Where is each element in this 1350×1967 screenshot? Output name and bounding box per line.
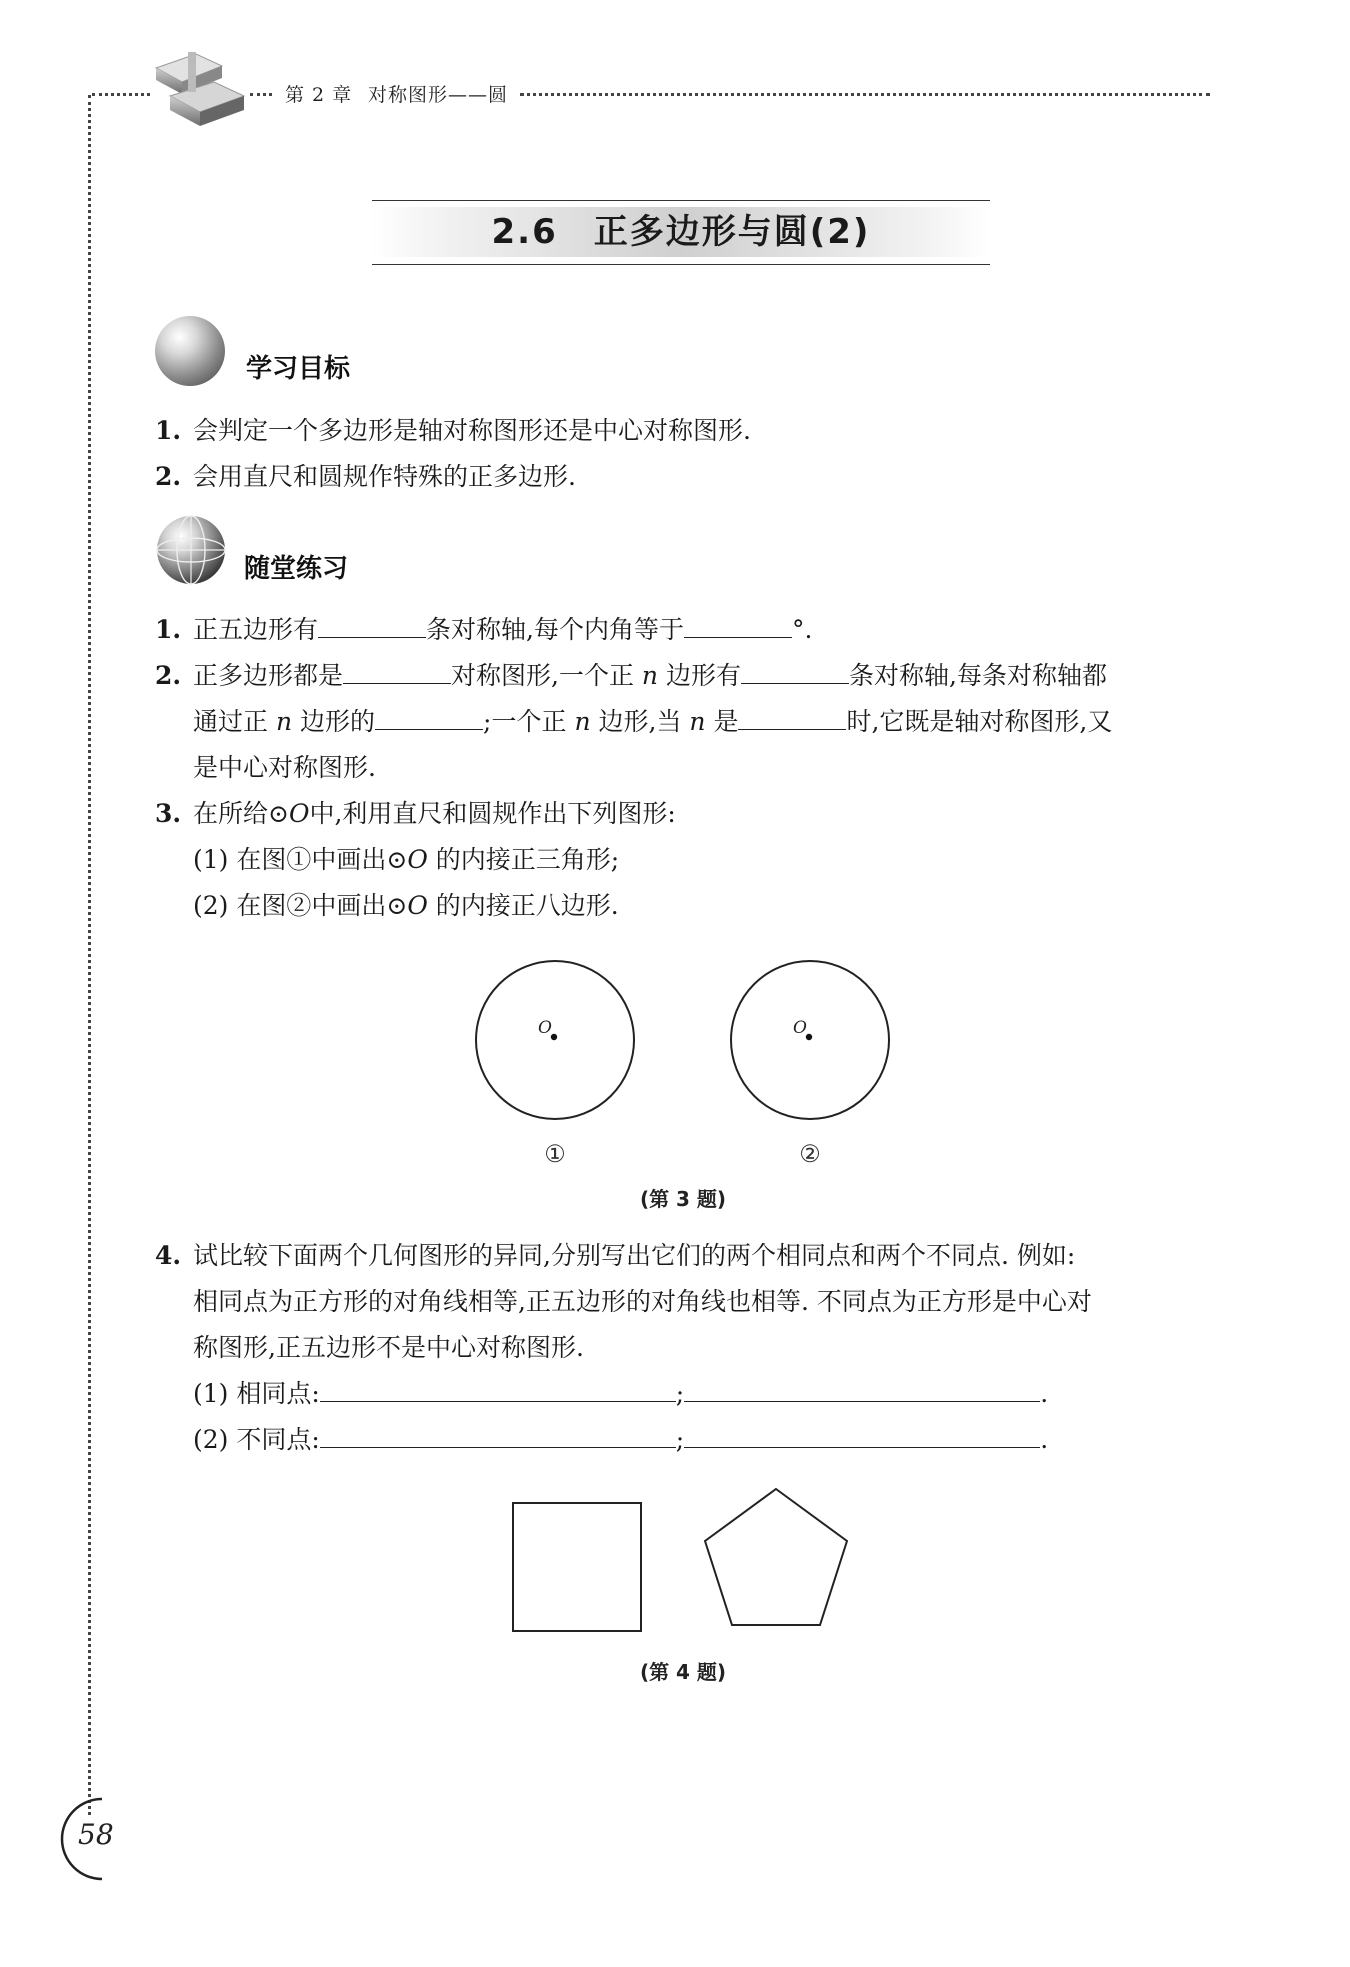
q2-blank-condition[interactable] xyxy=(738,699,846,730)
q3-text: 中,利用直尺和圆规作出下列图形: xyxy=(309,799,676,828)
q2-text: 边形有 xyxy=(665,661,741,690)
q3-var-o: O xyxy=(407,891,428,920)
question-number: 4. xyxy=(155,1241,182,1270)
q4-period: . xyxy=(1040,1379,1049,1408)
q2-var-n: n xyxy=(689,707,706,736)
q2-blank-symmetry-type[interactable] xyxy=(343,653,451,684)
q2-text: 边形的 xyxy=(300,707,376,736)
q4-blank-difference-2[interactable] xyxy=(684,1417,1040,1448)
header-chapter-title: 对称图形——圆 xyxy=(368,84,509,106)
goal-item xyxy=(155,408,751,454)
header-dotted-rule-mid xyxy=(250,93,272,96)
question-3 xyxy=(155,791,676,837)
section-heading-practice: 随堂练习 xyxy=(244,554,349,584)
q1-text-c: °. xyxy=(791,615,813,644)
question-4-sub-1 xyxy=(193,1371,1048,1417)
question-4-line-2: 相同点为正方形的对角线相等,正五边形的对角线也相等. 不同点为正方形是中心对 xyxy=(193,1287,1092,1316)
q3-sub-text: (2) 在图②中画出⊙ xyxy=(193,891,408,920)
q3-sub-text: 的内接正八边形. xyxy=(435,891,619,920)
section-heading-goals: 学习目标 xyxy=(246,354,351,384)
goal-number: 2. xyxy=(155,462,182,491)
question-number: 3. xyxy=(155,799,182,828)
q2-text: 时,它既是轴对称图形,又 xyxy=(846,707,1113,736)
title-text: 正多边形与圆(2) xyxy=(593,212,871,252)
q4-text: 试比较下面两个几何图形的异同,分别写出它们的两个相同点和两个不同点. 例如: xyxy=(193,1241,1076,1270)
figure-1-label: ① xyxy=(544,1140,566,1168)
title-number: 2.6 xyxy=(491,212,558,252)
page-title xyxy=(372,207,990,257)
question-2-line-1 xyxy=(155,653,1107,699)
question-3-sub-2 xyxy=(193,883,619,929)
goal-text: 会用直尺和圆规作特殊的正多边形. xyxy=(193,462,576,491)
title-rule-bottom xyxy=(372,264,990,265)
q2-text: ;一个正 xyxy=(483,707,567,736)
page-number: 58 xyxy=(78,1818,114,1851)
q1-text-b: 条对称轴,每个内角等于 xyxy=(426,615,684,644)
q1-blank-axes[interactable] xyxy=(318,607,426,638)
figure-2-label: ② xyxy=(799,1140,821,1168)
globe-icon xyxy=(155,514,227,586)
figure-4-caption: (第 4 题) xyxy=(639,1660,727,1684)
q3-sub-text: 的内接正三角形; xyxy=(435,845,620,874)
question-4-line-3: 称图形,正五边形不是中心对称图形. xyxy=(193,1333,584,1362)
q2-text: 对称图形,一个正 xyxy=(451,661,634,690)
goal-text: 会判定一个多边形是轴对称图形还是中心对称图形. xyxy=(193,416,751,445)
q2-text: 边形,当 xyxy=(598,707,682,736)
figure-pentagon xyxy=(700,1485,850,1630)
q2-text: 条对称轴,每条对称轴都 xyxy=(849,661,1107,690)
q4-blank-difference-1[interactable] xyxy=(320,1417,676,1448)
figure-square xyxy=(510,1500,644,1634)
q2-blank-center[interactable] xyxy=(375,699,483,730)
q3-sub-text: (1) 在图①中画出⊙ xyxy=(193,845,408,874)
header-dotted-rule-left xyxy=(92,93,150,96)
q3-var-o: O xyxy=(288,799,310,828)
title-rule-top xyxy=(372,200,990,201)
q2-text: 是 xyxy=(713,707,739,736)
q2-blank-axis-count[interactable] xyxy=(741,653,849,684)
section-ball-icon xyxy=(155,316,225,386)
q3-var-o: O xyxy=(407,845,428,874)
circle-center-label: O xyxy=(538,1018,552,1038)
q3-text: 在所给⊙ xyxy=(193,799,289,828)
figure-circle-2 xyxy=(725,955,895,1125)
q4-sub-label: (1) 相同点: xyxy=(193,1379,320,1408)
question-number: 1. xyxy=(155,615,182,644)
header-dotted-rule-right xyxy=(520,93,1210,96)
q2-text: 通过正 xyxy=(193,707,269,736)
q1-text-a: 正五边形有 xyxy=(193,615,319,644)
question-2-line-3: 是中心对称图形. xyxy=(193,753,376,782)
q2-var-n: n xyxy=(574,707,591,736)
q4-period: . xyxy=(1040,1425,1049,1454)
books-logo-icon xyxy=(148,48,253,130)
q2-var-n: n xyxy=(275,707,293,736)
header-chapter: 第 2 章 xyxy=(285,84,353,106)
q4-sub-label: (2) 不同点: xyxy=(193,1425,320,1454)
question-4-sub-2 xyxy=(193,1417,1048,1463)
goal-number: 1. xyxy=(155,416,182,445)
q2-text: 正多边形都是 xyxy=(193,661,344,690)
question-3-sub-1 xyxy=(193,837,619,883)
q2-var-n: n xyxy=(641,661,659,690)
question-number: 2. xyxy=(155,661,182,690)
q4-separator: ; xyxy=(675,1379,685,1408)
q4-blank-similarity-2[interactable] xyxy=(684,1371,1040,1402)
q4-separator: ; xyxy=(675,1425,685,1454)
question-2-line-2 xyxy=(193,699,1112,745)
figure-3-caption: (第 3 题) xyxy=(639,1187,727,1211)
question-1 xyxy=(155,607,812,653)
q4-blank-similarity-1[interactable] xyxy=(320,1371,676,1402)
circle-center-label: O xyxy=(793,1018,807,1038)
question-4-line-1 xyxy=(155,1233,1075,1279)
figure-circle-1 xyxy=(470,955,640,1125)
q1-blank-angle[interactable] xyxy=(684,607,792,638)
goal-item xyxy=(155,454,576,500)
margin-dotted-rule xyxy=(88,95,91,1815)
